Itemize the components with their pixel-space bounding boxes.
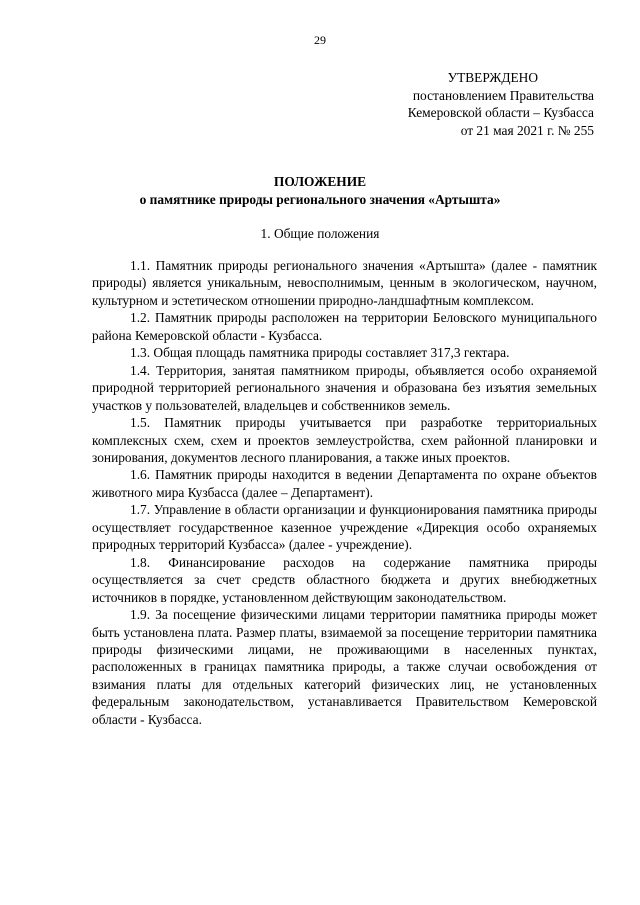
paragraph-1-6: 1.6. Памятник природы находится в ведении Департамента по охране объектов животного мира Кузбасса (далее – Департамент).: [92, 467, 597, 500]
paragraph-1-2: 1.2. Памятник природы расположен на территории Беловского муниципального района Кемеровской области - Кузбасса.: [92, 310, 597, 343]
document-title-main: ПОЛОЖЕНИЕ: [273, 174, 367, 189]
paragraph-1-3: 1.3. Общая площадь памятника природы составляет 317,3 гектара.: [130, 345, 510, 361]
section-heading: 1. Общие положения: [260, 226, 380, 241]
document-title: [0, 173, 640, 209]
paragraph-1-1: 1.1. Памятник природы регионального значения «Артышта» (далее - памятник природы) является уникальным, невосполнимым, ценным в экологическом, научном, культурном и эстетическом отношении природно-ландшафтным комплексом.: [92, 258, 597, 308]
paragraph-1-8: 1.8. Финансирование расходов на содержание памятника природы осуществляется за счет средств областного бюджета и других внебюджетных источников в порядке, установленном действующим законодательством.: [92, 554, 597, 605]
approval-line-date: от 21 мая 2021 г. № 255: [460, 122, 594, 138]
approval-heading: УТВЕРЖДЕНО: [447, 70, 538, 85]
approval-stamp: [408, 69, 594, 139]
paragraph-1-4: 1.4. Территория, занятая памятником природы, объявляется особо охраняемой природной территорией регионального значения и образована без изъятия земельных участков у пользователей, владельцев и собственников земель.: [92, 362, 597, 413]
document-body: [92, 257, 597, 728]
paragraph-1-9: 1.9. За посещение физическими лицами территории памятника природы может быть установлена плата. Размер платы, взимаемой за посещение территории памятника природы физическими лицами, не проживающими в населенных пунктах, расположенных в границах памятника природы, а также случаи освобождения от взимания платы для отдельных категорий физических лиц, не установленных федеральным законодательством, устанавливается Правительством Кемеровской области - Кузбасса.: [92, 607, 597, 727]
page-number: 29: [314, 33, 326, 47]
approval-line-decree: постановлением Правительства: [412, 87, 594, 103]
approval-line-region: Кемеровской области – Кузбасса: [407, 105, 594, 120]
document-title-subtitle: о памятнике природы регионального значения «Артышта»: [139, 192, 501, 207]
paragraph-1-7: 1.7. Управление в области организации и функционирования памятника природы осуществляет государственное казенное учреждение «Дирекция особо охраняемых природных территорий Кузбасса» (далее - учреждение).: [92, 502, 597, 553]
paragraph-1-5: 1.5. Памятник природы учитывается при разработке территориальных комплексных схем, схем и проектов землеустройства, схем районной планировки и зонирования, документов лесного планирования, а также иных проектов.: [92, 415, 597, 465]
